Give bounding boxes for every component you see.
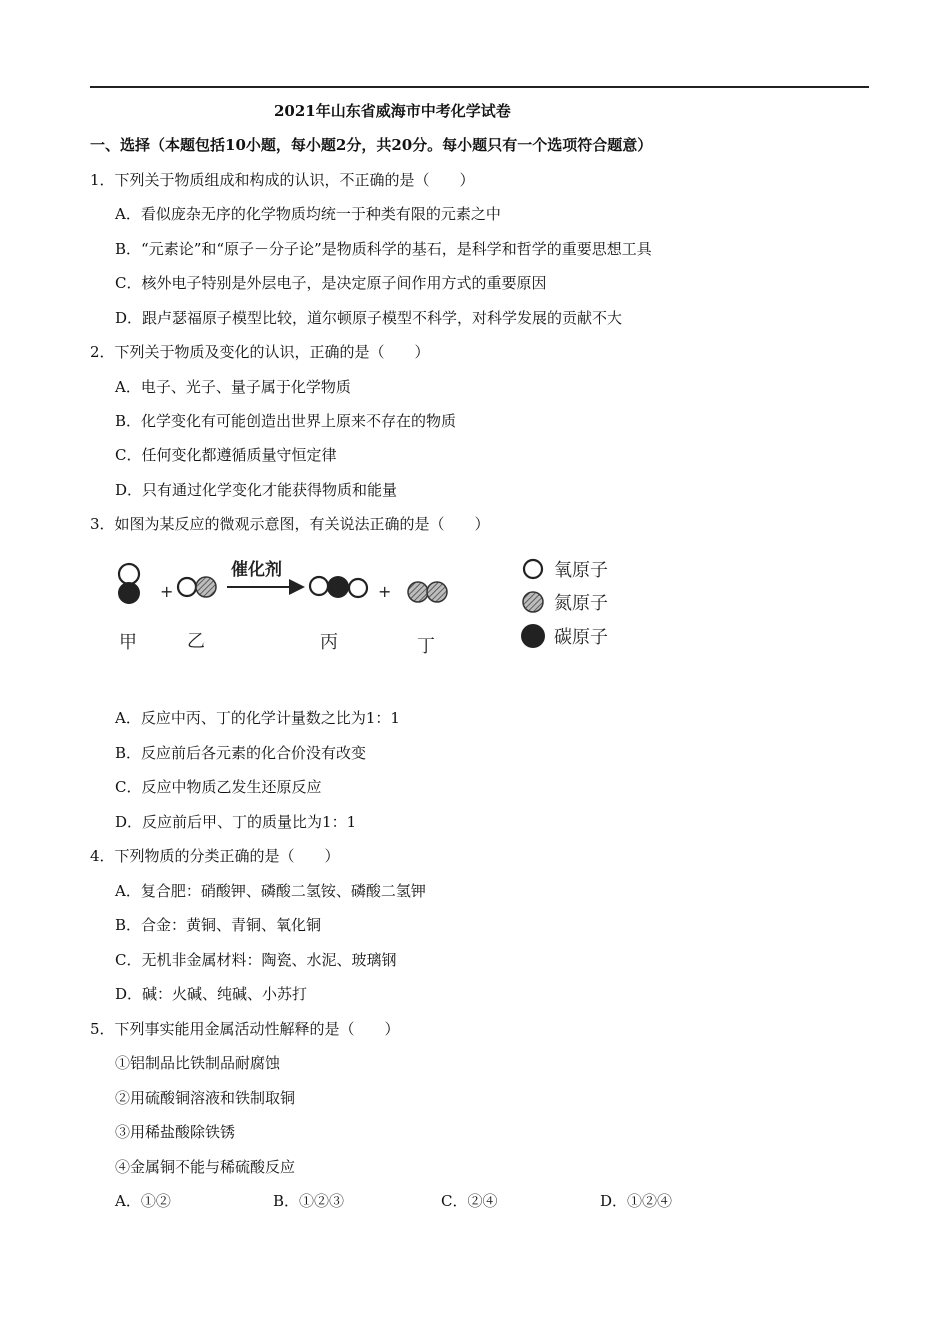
legend-carbon-label: 碳原子 [554, 627, 608, 648]
question-5-choice-d: D．①②④ [600, 1192, 673, 1210]
question-4-option-d: D．碱：火碱、纯碱、小苏打 [115, 985, 308, 1003]
label-yi: 乙 [187, 631, 205, 652]
header-rule [90, 86, 869, 88]
question-3-option-a: A．反应中丙、丁的化学计量数之比为1：1 [115, 709, 400, 727]
label-ding: 丁 [417, 636, 435, 657]
question-1-option-a: A．看似庞杂无序的化学物质均统一于种类有限的元素之中 [115, 205, 501, 223]
plus-sign-1: + [160, 582, 174, 601]
question-5-choice-c: C．②④ [441, 1192, 498, 1210]
question-2-stem: 2．下列关于物质及变化的认识，正确的是（ ） [90, 343, 430, 361]
legend-oxygen-label: 氧原子 [554, 560, 608, 581]
page-title: 2021年山东省威海市中考化学试卷 [274, 102, 511, 120]
question-2-option-b: B．化学变化有可能创造出世界上原来不存在的物质 [115, 412, 457, 430]
molecule-ding [408, 582, 447, 602]
legend-oxygen-symbol [524, 560, 542, 578]
question-5-choice-a: A．①② [115, 1192, 171, 1210]
question-4-option-b: B．合金：黄铜、青铜、氧化铜 [115, 916, 322, 934]
question-2-option-c: C．任何变化都遵循质量守恒定律 [115, 446, 337, 464]
question-5-stem: 5．下列事实能用金属活动性解释的是（ ） [90, 1020, 400, 1038]
question-4-option-a: A．复合肥：硝酸钾、磷酸二氢铵、磷酸二氢钾 [115, 882, 426, 900]
question-3-option-c: C．反应中物质乙发生还原反应 [115, 778, 322, 796]
question-3-option-b: B．反应前后各元素的化合价没有改变 [115, 744, 367, 762]
legend-carbon-symbol [521, 624, 545, 648]
question-2-option-d: D．只有通过化学变化才能获得物质和能量 [115, 481, 398, 499]
question-2-option-a: A．电子、光子、量子属于化学物质 [115, 378, 351, 396]
section-header: 一、选择（本题包括10小题，每小题2分，共20分。每小题只有一个选项符合题意） [90, 136, 653, 154]
question-3-option-d: D．反应前后甲、丁的质量比为1：1 [115, 813, 357, 831]
question-1-option-b: B．“元素论”和“原子－分子论”是物质科学的基石，是科学和哲学的重要思想工具 [115, 240, 652, 258]
question-5-statement-1: ①铝制品比铁制品耐腐蚀 [115, 1054, 281, 1072]
label-jia: 甲 [119, 632, 137, 653]
plus-sign-2: + [378, 582, 392, 601]
question-1-option-d: D．跟卢瑟福原子模型比较，道尔顿原子模型不科学，对科学发展的贡献不大 [115, 309, 623, 327]
question-5-statement-4: ④金属铜不能与稀硫酸反应 [115, 1158, 296, 1176]
question-4-stem: 4．下列物质的分类正确的是（ ） [90, 847, 340, 865]
question-5-choice-b: B．①②③ [273, 1192, 345, 1210]
legend-nitrogen-symbol [523, 592, 543, 612]
catalyst-label: 催化剂 [231, 560, 282, 580]
reaction-diagram [110, 548, 650, 663]
question-1-option-c: C．核外电子特别是外层电子，是决定原子间作用方式的重要原因 [115, 274, 547, 292]
legend-nitrogen-label: 氮原子 [554, 593, 608, 614]
question-5-statement-2: ②用硫酸铜溶液和铁制取铜 [115, 1089, 296, 1107]
question-4-option-c: C．无机非金属材料：陶瓷、水泥、玻璃钢 [115, 951, 397, 969]
molecule-bing [310, 576, 367, 598]
molecule-yi [178, 577, 216, 597]
molecule-jia [118, 564, 140, 604]
question-5-statement-3: ③用稀盐酸除铁锈 [115, 1123, 236, 1141]
question-3-stem: 3．如图为某反应的微观示意图，有关说法正确的是（ ） [90, 515, 490, 533]
label-bing: 丙 [320, 632, 338, 653]
legend [521, 560, 608, 648]
question-1-stem: 1．下列关于物质组成和构成的认识，不正确的是（ ） [90, 171, 475, 189]
